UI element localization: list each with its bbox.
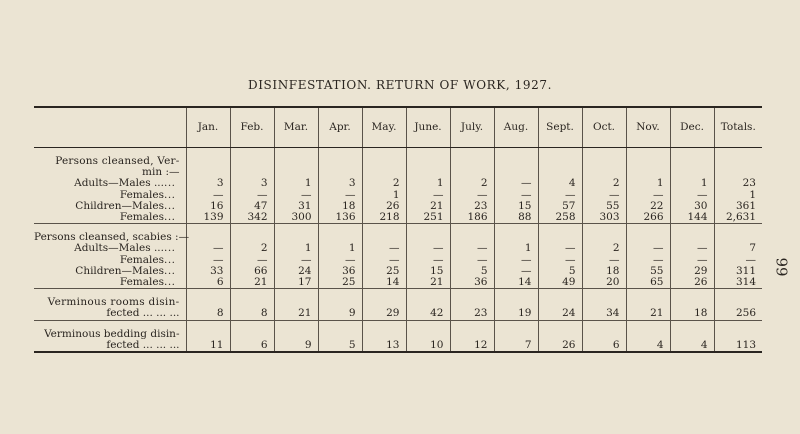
table-cell: 23 — [714, 178, 762, 189]
work-return-table — [34, 106, 762, 353]
table-cell: 4 — [538, 178, 582, 189]
table-cell: 303 — [582, 212, 626, 224]
table-cell: 186 — [450, 212, 494, 224]
section-scabies-heading — [34, 224, 762, 244]
table-cell: 1 — [714, 190, 762, 201]
table-cell: 6 — [186, 277, 230, 289]
table-cell: 21 — [274, 308, 318, 320]
table-cell: 7 — [494, 340, 538, 352]
header-row — [34, 107, 762, 148]
table-cell: 1 — [494, 243, 538, 254]
table-cell: 25 — [318, 277, 362, 289]
table-cell: — — [362, 255, 406, 266]
table-cell: 66 — [230, 266, 274, 277]
table-cell: 4 — [626, 340, 670, 352]
table-cell: 49 — [538, 277, 582, 289]
table-cell: — — [582, 190, 626, 201]
row-leader-dots: ... — [163, 253, 176, 266]
table-cell: 23 — [450, 308, 494, 320]
row-leader-dots: ... — [163, 188, 176, 201]
header-may: May. — [362, 107, 406, 148]
table-cell: — — [670, 243, 714, 254]
section-vermin-heading — [34, 148, 762, 168]
row-label-text: Children—Males — [75, 199, 164, 212]
row-label — [34, 308, 186, 320]
table-cell: 3 — [186, 178, 230, 189]
table-cell: 17 — [274, 277, 318, 289]
header-blank — [34, 107, 186, 148]
table-cell: 2 — [450, 178, 494, 189]
table-cell: — — [494, 266, 538, 277]
table-cell: 57 — [538, 201, 582, 212]
table-cell: 1 — [274, 243, 318, 254]
table-cell: 24 — [274, 266, 318, 277]
table-cell: 29 — [362, 308, 406, 320]
table-cell: 258 — [538, 212, 582, 224]
table-cell: 16 — [186, 201, 230, 212]
table-cell: — — [626, 243, 670, 254]
row-leader-dots: ... — [163, 276, 176, 289]
table-cell: — — [274, 255, 318, 266]
table-cell: 14 — [494, 277, 538, 289]
table-cell: 14 — [362, 277, 406, 289]
table-cell: — — [318, 190, 362, 201]
table-cell: 21 — [230, 277, 274, 289]
table-cell: — — [406, 243, 450, 254]
table-cell: — — [186, 255, 230, 266]
row-label-text: Children—Males — [75, 264, 164, 277]
table-cell: — — [538, 190, 582, 201]
table-cell: 9 — [274, 340, 318, 352]
header-feb: Feb. — [230, 107, 274, 148]
table-cell: 13 — [362, 340, 406, 352]
table-cell: — — [318, 255, 362, 266]
table-cell: — — [670, 255, 714, 266]
table-cell: 26 — [362, 201, 406, 212]
table-cell: 36 — [318, 266, 362, 277]
table-cell: 29 — [670, 266, 714, 277]
row-leader-dots: ... — [163, 264, 176, 277]
table-cell: 8 — [186, 308, 230, 320]
table-cell: 4 — [670, 340, 714, 352]
table-cell: 11 — [186, 340, 230, 352]
header-july: July. — [450, 107, 494, 148]
table-cell: — — [406, 190, 450, 201]
table-cell: 24 — [538, 308, 582, 320]
table-cell: 15 — [406, 266, 450, 277]
table-cell: 139 — [186, 212, 230, 224]
table-cell: 300 — [274, 212, 318, 224]
table-row — [34, 308, 762, 320]
table-cell: 251 — [406, 212, 450, 224]
section-heading: Persons cleansed, scabies :— — [34, 231, 190, 244]
table-cell: 7 — [714, 243, 762, 254]
row-label — [34, 243, 186, 254]
row-label-text: Females — [119, 253, 164, 266]
table-cell: 26 — [670, 277, 714, 289]
table-cell: 2 — [582, 243, 626, 254]
table-cell: 55 — [626, 266, 670, 277]
table-cell: — — [230, 190, 274, 201]
table-cell: 5 — [450, 266, 494, 277]
table-cell: 22 — [626, 201, 670, 212]
table-cell: 10 — [406, 340, 450, 352]
header-apr: Apr. — [318, 107, 362, 148]
bedding-row-a — [34, 320, 762, 340]
row-label — [34, 277, 186, 289]
table-cell: 9 — [318, 308, 362, 320]
table-cell: 18 — [670, 308, 714, 320]
table-cell: — — [670, 190, 714, 201]
table-cell: 1 — [362, 190, 406, 201]
header-june: June. — [406, 107, 450, 148]
section-heading-line-1: Persons cleansed, Ver- — [55, 155, 180, 167]
table-cell: — — [406, 255, 450, 266]
table-cell: 42 — [406, 308, 450, 320]
table-cell: 256 — [714, 308, 762, 320]
table-cell: 1 — [406, 178, 450, 189]
header-mar: Mar. — [274, 107, 318, 148]
rooms-row-a — [34, 289, 762, 309]
table-cell: 3 — [230, 178, 274, 189]
table-cell: 65 — [626, 277, 670, 289]
header-oct: Oct. — [582, 107, 626, 148]
bedding-label-line-1: Verminous bedding disin- — [44, 327, 180, 340]
table-cell: 18 — [318, 201, 362, 212]
table-cell: 342 — [230, 212, 274, 224]
table-cell: 1 — [670, 178, 714, 189]
table-cell: 36 — [450, 277, 494, 289]
row-label-text: Females — [119, 211, 164, 224]
table-cell: 113 — [714, 340, 762, 352]
table-cell: 47 — [230, 201, 274, 212]
table-cell: 31 — [274, 201, 318, 212]
table-cell: — — [538, 255, 582, 266]
row-leader-dots: ... — [163, 211, 176, 224]
table-cell: 26 — [538, 340, 582, 352]
table-cell: — — [450, 190, 494, 201]
table-cell: 21 — [406, 201, 450, 212]
table-cell: 12 — [450, 340, 494, 352]
table-cell: 88 — [494, 212, 538, 224]
table-cell: 34 — [582, 308, 626, 320]
table-cell: — — [626, 190, 670, 201]
table-cell: 8 — [230, 308, 274, 320]
table-row — [34, 340, 762, 352]
table-row — [34, 178, 762, 189]
table-row — [34, 277, 762, 289]
table-cell: 5 — [538, 266, 582, 277]
table-cell: 361 — [714, 201, 762, 212]
table-cell: — — [626, 255, 670, 266]
table-cell: — — [274, 190, 318, 201]
table-cell: 2 — [230, 243, 274, 254]
table-cell: 55 — [582, 201, 626, 212]
table-cell: 218 — [362, 212, 406, 224]
table-cell: — — [362, 243, 406, 254]
table-cell: 30 — [670, 201, 714, 212]
page-title: DISINFESTATION. RETURN OF WORK, 1927. — [247, 78, 553, 92]
row-label-text: Females — [119, 188, 164, 201]
row-label-text: Females — [119, 276, 164, 289]
row-label-text: Adults—Males ... — [74, 242, 164, 255]
table-cell: 144 — [670, 212, 714, 224]
table-cell: 6 — [230, 340, 274, 352]
table-cell: 6 — [582, 340, 626, 352]
table-cell: 311 — [714, 266, 762, 277]
section-heading — [34, 148, 186, 168]
table-cell: 15 — [494, 201, 538, 212]
table-cell: 2,631 — [714, 212, 762, 224]
table-cell: 33 — [186, 266, 230, 277]
rooms-label-line-1: Verminous rooms disin- — [47, 296, 180, 309]
header-nov: Nov. — [626, 107, 670, 148]
table-cell: — — [538, 243, 582, 254]
row-label — [34, 212, 186, 224]
row-leader-dots: ... — [163, 242, 176, 255]
table-cell: 2 — [362, 178, 406, 189]
table-cell: — — [582, 255, 626, 266]
table-cell: 314 — [714, 277, 762, 289]
row-leader-dots: ... — [163, 199, 176, 212]
table-cell: 1 — [274, 178, 318, 189]
header-dec: Dec. — [670, 107, 714, 148]
table-cell: — — [714, 255, 762, 266]
header-aug: Aug. — [494, 107, 538, 148]
table-cell: 136 — [318, 212, 362, 224]
table-cell: 1 — [626, 178, 670, 189]
table-cell: 21 — [626, 308, 670, 320]
table-cell: 5 — [318, 340, 362, 352]
table-cell: 25 — [362, 266, 406, 277]
header-totals: Totals. — [714, 107, 762, 148]
table-cell: — — [186, 190, 230, 201]
table-cell: 19 — [494, 308, 538, 320]
row-leader-dots: ... — [163, 177, 176, 190]
table-cell: — — [450, 243, 494, 254]
table-row — [34, 212, 762, 224]
row-label-text: fected ... ... ... — [106, 307, 180, 320]
table-cell: — — [186, 243, 230, 254]
table-cell: — — [494, 178, 538, 189]
row-label-text: Adults—Males ... — [74, 177, 164, 190]
page-number: 99 — [772, 257, 791, 277]
section-heading-line-2: min :— — [142, 166, 180, 179]
row-label-text: fected ... ... ... — [106, 338, 180, 351]
table-cell: 1 — [318, 243, 362, 254]
row-label — [34, 340, 186, 352]
table-cell: 266 — [626, 212, 670, 224]
table-cell: 23 — [450, 201, 494, 212]
table-cell: 2 — [582, 178, 626, 189]
table-cell: — — [450, 255, 494, 266]
table-row — [34, 243, 762, 254]
table-cell: 18 — [582, 266, 626, 277]
table-cell: 21 — [406, 277, 450, 289]
table-cell: 20 — [582, 277, 626, 289]
table-cell: — — [494, 255, 538, 266]
row-label — [34, 178, 186, 189]
header-jan: Jan. — [186, 107, 230, 148]
table-cell: — — [230, 255, 274, 266]
table-cell: 3 — [318, 178, 362, 189]
table-cell: — — [494, 190, 538, 201]
header-sept: Sept. — [538, 107, 582, 148]
